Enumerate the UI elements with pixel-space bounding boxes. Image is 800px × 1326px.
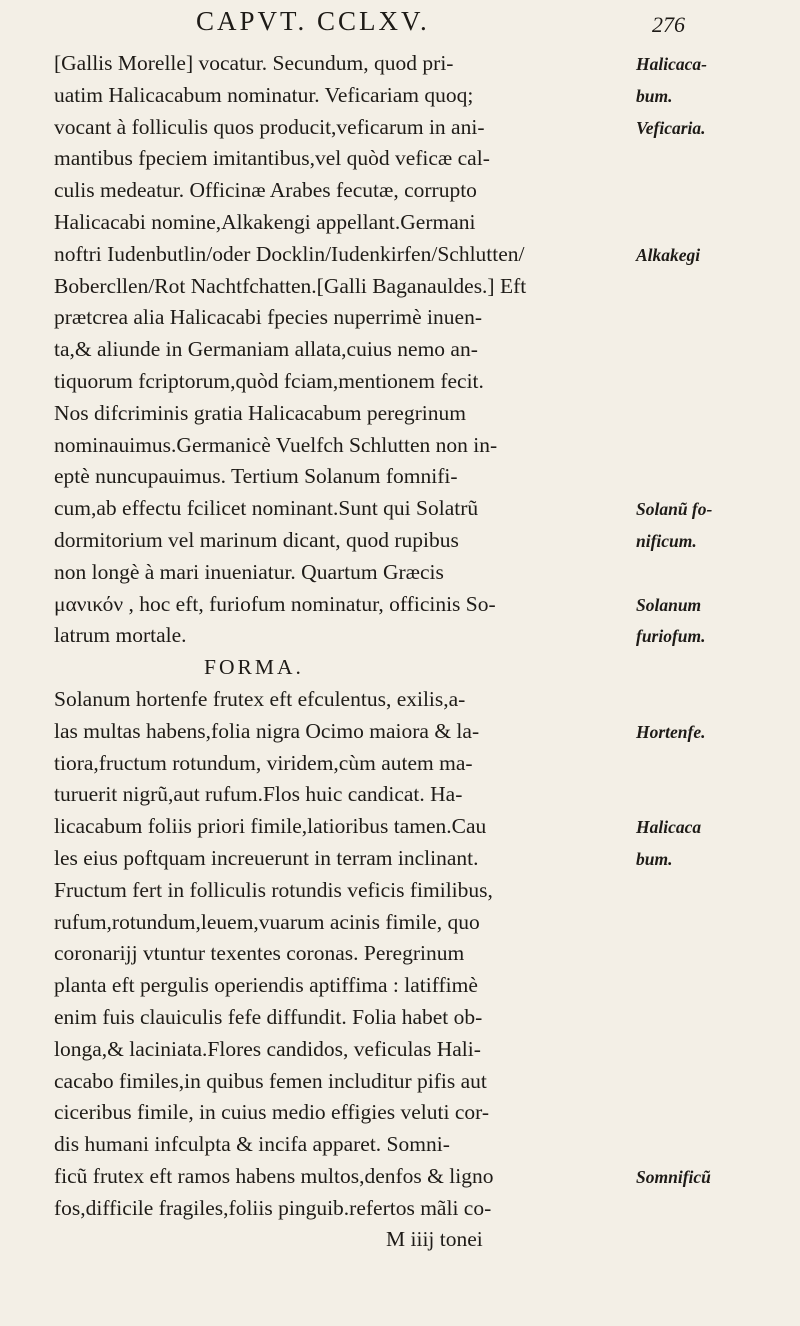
- text-line: mantibus fpeciem imitantibus,vel quòd veficæ cal-: [54, 146, 490, 171]
- text-line: dormitorium vel marinum dicant, quod rupibus: [54, 527, 459, 552]
- text-line: las multas habens,folia nigra Ocimo maiora & la-: [54, 718, 480, 743]
- margin-note: Hortenfe.: [636, 721, 706, 742]
- text-line: latrum mortale.: [54, 623, 187, 648]
- text-line: M iiij tonei: [386, 1227, 483, 1252]
- text-line: prætcrea alia Halicacabi fpecies nuperrimè inuen-: [54, 305, 482, 330]
- text-line: FORMA.: [204, 655, 304, 680]
- text-line: noftri Iudenbutlin/oder Docklin/Iudenkirfen/Schlutten/: [54, 241, 525, 266]
- text-line: cum,ab effectu fcilicet nominant.Sunt qui Solatrũ: [54, 496, 479, 521]
- text-line: les eius poftquam increuerunt in terram inclinant.: [54, 845, 479, 870]
- text-line: coronarijj vtuntur texentes coronas. Peregrinum: [54, 941, 465, 966]
- text-line: ficũ frutex eft ramos habens multos,denfos & ligno: [54, 1163, 494, 1188]
- page-header: [196, 6, 796, 40]
- text-line: enim fuis clauiculis fefe diffundit. Folia habet ob-: [54, 1004, 483, 1029]
- text-line: μανικόν , hoc eft, furiofum nominatur, officinis So-: [54, 591, 496, 616]
- text-line: tiora,fructum rotundum, viridem,cùm autem ma-: [54, 750, 473, 775]
- text-line: fos,difficile fragiles,foliis pinguib.refertos mãli co-: [54, 1195, 492, 1220]
- margin-note: nificum.: [636, 531, 697, 551]
- text-line: rufum,rotundum,leuem,vuarum acinis fimile, quo: [54, 909, 480, 934]
- text-line: ciceribus fimile, in cuius medio effigies veluti cor-: [54, 1100, 490, 1125]
- margin-note: Halicaca: [636, 817, 702, 838]
- text-line: cacabo fimiles,in quibus femen includitur pifis aut: [54, 1068, 487, 1093]
- text-line: non longè à mari inueniatur. Quartum Græcis: [54, 559, 444, 584]
- margin-note: Alkakegi: [636, 244, 701, 265]
- text-line: Fructum fert in folliculis rotundis veficis fimilibus,: [54, 877, 493, 902]
- margin-note: bum.: [636, 85, 673, 106]
- page-number: 276: [652, 12, 685, 37]
- text-line: Halicacabi nomine,Alkakengi appellant.Germani: [54, 209, 476, 234]
- text-line: [Gallis Morelle] vocatur. Secundum, quod pri-: [54, 51, 454, 75]
- text-line: planta eft pergulis operiendis aptiffima : latiffimè: [54, 973, 478, 998]
- margin-note: furiofum.: [636, 626, 706, 647]
- text-line: vocant à folliculis quos producit,veficarum in ani-: [54, 114, 485, 139]
- text-line: culis medeatur. Officinæ Arabes fecutæ, corrupto: [54, 178, 477, 203]
- text-line: dis humani infculpta & incifa apparet. Somni-: [54, 1132, 450, 1157]
- text-line: Bobercllen/Rot Nachtfchatten.[Galli Baganauldes.] Eft: [54, 273, 527, 298]
- text-line: longa,& laciniata.Flores candidos, veficulas Hali-: [54, 1036, 481, 1061]
- margin-note: Solanũ fo-: [636, 499, 713, 520]
- text-line: eptè nuncupauimus. Tertium Solanum fomnifi-: [54, 464, 458, 489]
- margin-note: Halicaca-: [636, 54, 707, 74]
- text-line: licacabum foliis priori fimile,latioribus tamen.Cau: [54, 814, 487, 839]
- text-line: tiquorum fcriptorum,quòd fciam,mentionem fecit.: [54, 368, 484, 393]
- margin-note: Veficaria.: [636, 117, 706, 138]
- text-line: turuerit nigrũ,aut rufum.Flos huic candicat. Ha-: [54, 782, 463, 807]
- text-line: Solanum hortenfe frutex eft efculentus, exilis,a-: [54, 686, 466, 711]
- margin-note: Solanum: [636, 594, 702, 615]
- running-head: CAPVT. CCLXV.: [196, 6, 430, 36]
- margin-note: bum.: [636, 849, 673, 869]
- main-text-column: [54, 48, 624, 1256]
- text-line: Nos difcriminis gratia Halicacabum peregrinum: [54, 400, 466, 425]
- text-line: uatim Halicacabum nominatur. Veficariam quoq;: [54, 82, 474, 107]
- text-line: nominauimus.Germanicè Vuelfch Schlutten non in-: [54, 432, 498, 457]
- text-line: ta,& aliunde in Germaniam allata,cuius nemo an-: [54, 337, 478, 362]
- margin-note: Somnificũ: [636, 1167, 711, 1187]
